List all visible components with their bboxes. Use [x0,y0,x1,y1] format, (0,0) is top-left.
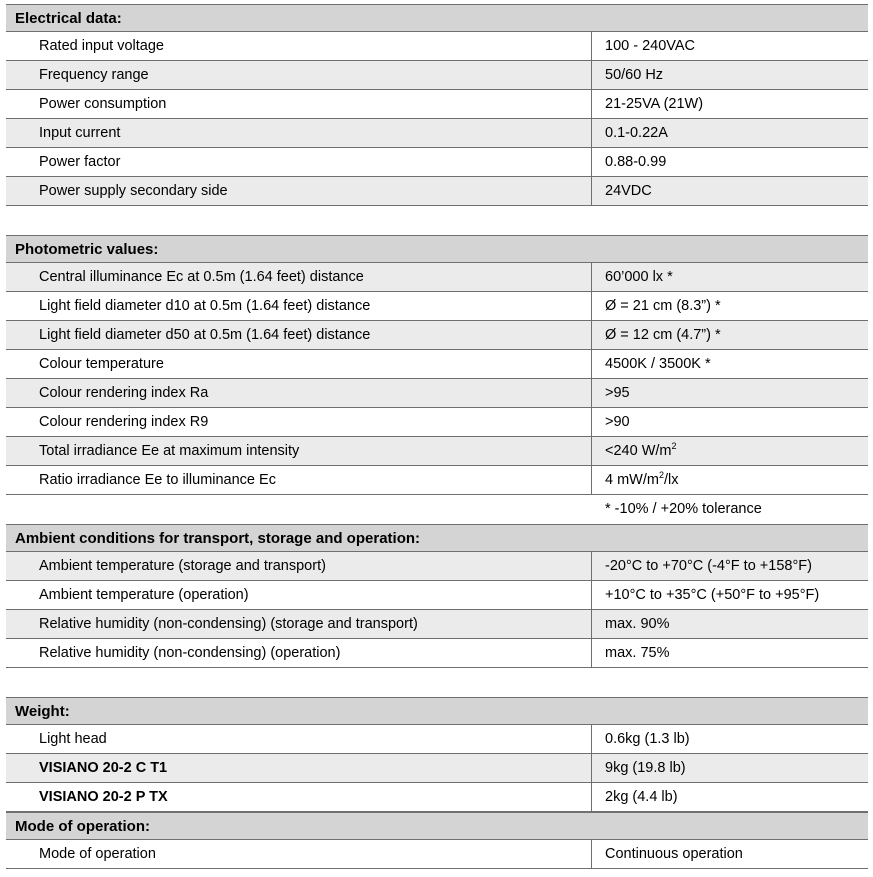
table-row [6,725,868,754]
tolerance-note-row [6,495,868,524]
table-row [6,581,868,610]
row-label: Colour rendering index Ra [39,385,209,401]
table-row [6,639,868,668]
row-label: Colour temperature [39,356,164,372]
table-row [6,90,868,119]
section-header-electrical: Electrical data: [6,4,868,32]
row-label: Power consumption [39,96,167,112]
row-value: 0.1-0.22A [605,119,868,147]
table-row [6,754,868,783]
table-row [6,61,868,90]
table-row [6,177,868,206]
table-row [6,840,868,869]
row-value: +10°C to +35°C (+50°F to +95°F) [605,581,868,609]
row-label: Colour rendering index R9 [39,414,209,430]
table-row [6,610,868,639]
value-text: <240 W/m [605,443,672,459]
table-row [6,466,868,495]
row-value: -20°C to +70°C (-4°F to +158°F) [605,552,868,580]
row-label: Relative humidity (non-condensing) (storage and transport) [39,616,418,632]
tolerance-note: * -10% / +20% tolerance [605,501,762,517]
row-label: Power supply secondary side [39,183,228,199]
table-row [6,321,868,350]
section-header-mode: Mode of operation: [6,812,868,840]
table-row [6,292,868,321]
section-header-weight: Weight: [6,697,868,725]
row-value: 60’000 lx * [605,263,868,291]
section-header-photometric: Photometric values: [6,235,868,263]
table-row [6,408,868,437]
superscript: 2 [671,441,677,451]
table-row [6,32,868,61]
row-label: Frequency range [39,67,149,83]
superscript: 2 [658,470,664,480]
row-label: Ambient temperature (storage and transport) [39,558,326,574]
table-row [6,263,868,292]
row-value [605,466,868,494]
value-suffix: /lx [663,472,679,488]
row-value: max. 75% [605,639,868,667]
row-label: VISIANO 20-2 C T1 [39,760,168,776]
value-text: 4 mW/m [605,472,659,488]
row-value: Ø = 21 cm (8.3”) * [605,292,868,320]
section-header-ambient: Ambient conditions for transport, storage and operation: [6,524,868,552]
row-label: Mode of operation [39,846,156,862]
row-label: Rated input voltage [39,38,164,54]
row-label: Central illuminance Ec at 0.5m (1.64 feet) distance [39,269,364,285]
row-label: Light field diameter d50 at 0.5m (1.64 feet) distance [39,327,371,343]
row-value: 21-25VA (21W) [605,90,868,118]
row-label: Relative humidity (non-condensing) (operation) [39,645,341,661]
row-label: Input current [39,125,121,141]
row-value: Continuous operation [605,840,868,868]
row-value [605,437,868,465]
row-value: max. 90% [605,610,868,638]
row-value: Ø = 12 cm (4.7”) * [605,321,868,349]
row-label: VISIANO 20-2 P TX [39,789,168,805]
row-label: Power factor [39,154,121,170]
row-label: Light head [39,731,107,747]
row-value: 2kg (4.4 lb) [605,783,868,811]
row-value: 50/60 Hz [605,61,868,89]
row-value: 24VDC [605,177,868,205]
row-label: Ambient temperature (operation) [39,587,249,603]
table-row [6,350,868,379]
row-value: >90 [605,408,868,436]
section-spacer [6,206,868,235]
row-value: 0.88-0.99 [605,148,868,176]
row-label: Light field diameter d10 at 0.5m (1.64 feet) distance [39,298,371,314]
row-value: 100 - 240VAC [605,32,868,60]
spec-sheet [6,4,868,869]
row-value: 4500K / 3500K * [605,350,868,378]
table-row [6,148,868,177]
table-row [6,783,868,812]
row-label: Ratio irradiance Ee to illuminance Ec [39,472,276,488]
table-row [6,437,868,466]
row-label: Total irradiance Ee at maximum intensity [39,443,300,459]
row-value: >95 [605,379,868,407]
row-value: 9kg (19.8 lb) [605,754,868,782]
table-row [6,119,868,148]
row-value: 0.6kg (1.3 lb) [605,725,868,753]
table-row [6,552,868,581]
table-row [6,379,868,408]
section-spacer [6,668,868,697]
